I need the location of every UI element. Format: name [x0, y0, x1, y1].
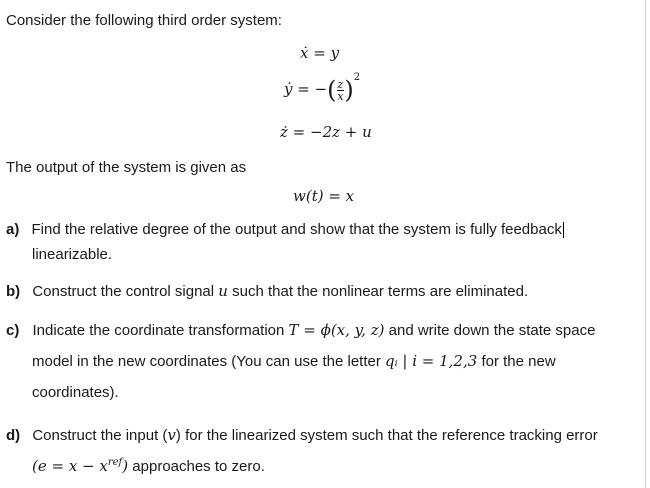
item-d-text-post: ) for the linearized system such that the reference tracking error	[175, 427, 598, 444]
item-c-math-q: qᵢ | i = 1,2,3	[385, 352, 478, 370]
item-b-var-u: u	[218, 282, 228, 300]
item-b-text-post: such that the nonlinear terms are eliminated.	[227, 283, 529, 300]
item-c-text-post: and write down the state space	[384, 322, 596, 339]
item-c-text2-pre: model in the new coordinates (You can use the letter	[32, 353, 385, 370]
fraction-denominator: x	[337, 89, 344, 103]
item-a-line1	[6, 221, 564, 238]
equation-y-dot	[284, 72, 361, 104]
item-c-text-pre: Indicate the coordinate transformation	[32, 322, 289, 339]
fraction-numerator: z	[337, 77, 344, 91]
text-cursor	[563, 222, 564, 238]
exponent: 2	[353, 72, 361, 83]
item-a-text2: linearizable.	[32, 246, 113, 263]
item-d-math-e: (e = x − x	[32, 457, 108, 475]
paren-open: (	[327, 76, 337, 104]
item-d-line2	[32, 457, 265, 475]
paren-close: )	[344, 76, 354, 104]
item-d-text-pre: Construct the input (	[32, 427, 168, 444]
item-c-label: c)	[6, 322, 20, 339]
item-c-math-T: T = ϕ(x, y, z)	[288, 321, 385, 339]
item-a-text1: Find the relative degree of the output and show that the system is fully feedback	[31, 221, 562, 238]
output-equation: w(t) = x	[293, 187, 355, 205]
equation-y-dot-lhs: ẏ = −	[284, 80, 328, 98]
item-d-text2-post: approaches to zero.	[128, 458, 265, 475]
equation-x-dot: ẋ = y	[300, 44, 340, 62]
item-d-math-ref: ref	[107, 457, 123, 468]
item-c-line1	[6, 321, 595, 339]
item-d-math-close: )	[122, 457, 129, 475]
item-c-line2	[32, 352, 556, 370]
item-d-var-v: v	[167, 426, 176, 444]
page-right-border	[645, 0, 646, 488]
item-b-label: b)	[6, 283, 21, 300]
item-c-text3: coordinates).	[32, 384, 119, 401]
item-c-text2-post: for the new	[477, 353, 556, 370]
item-d-label: d)	[6, 427, 21, 444]
intro-text: Consider the following third order system:	[6, 12, 282, 29]
item-b-text-pre: Construct the control signal	[32, 283, 219, 300]
equation-z-dot: ż = −2z + u	[280, 123, 372, 141]
item-b-line1	[6, 282, 528, 300]
item-d-line1	[6, 426, 598, 444]
item-a-label: a)	[6, 221, 20, 238]
output-intro-text: The output of the system is given as	[6, 159, 247, 176]
